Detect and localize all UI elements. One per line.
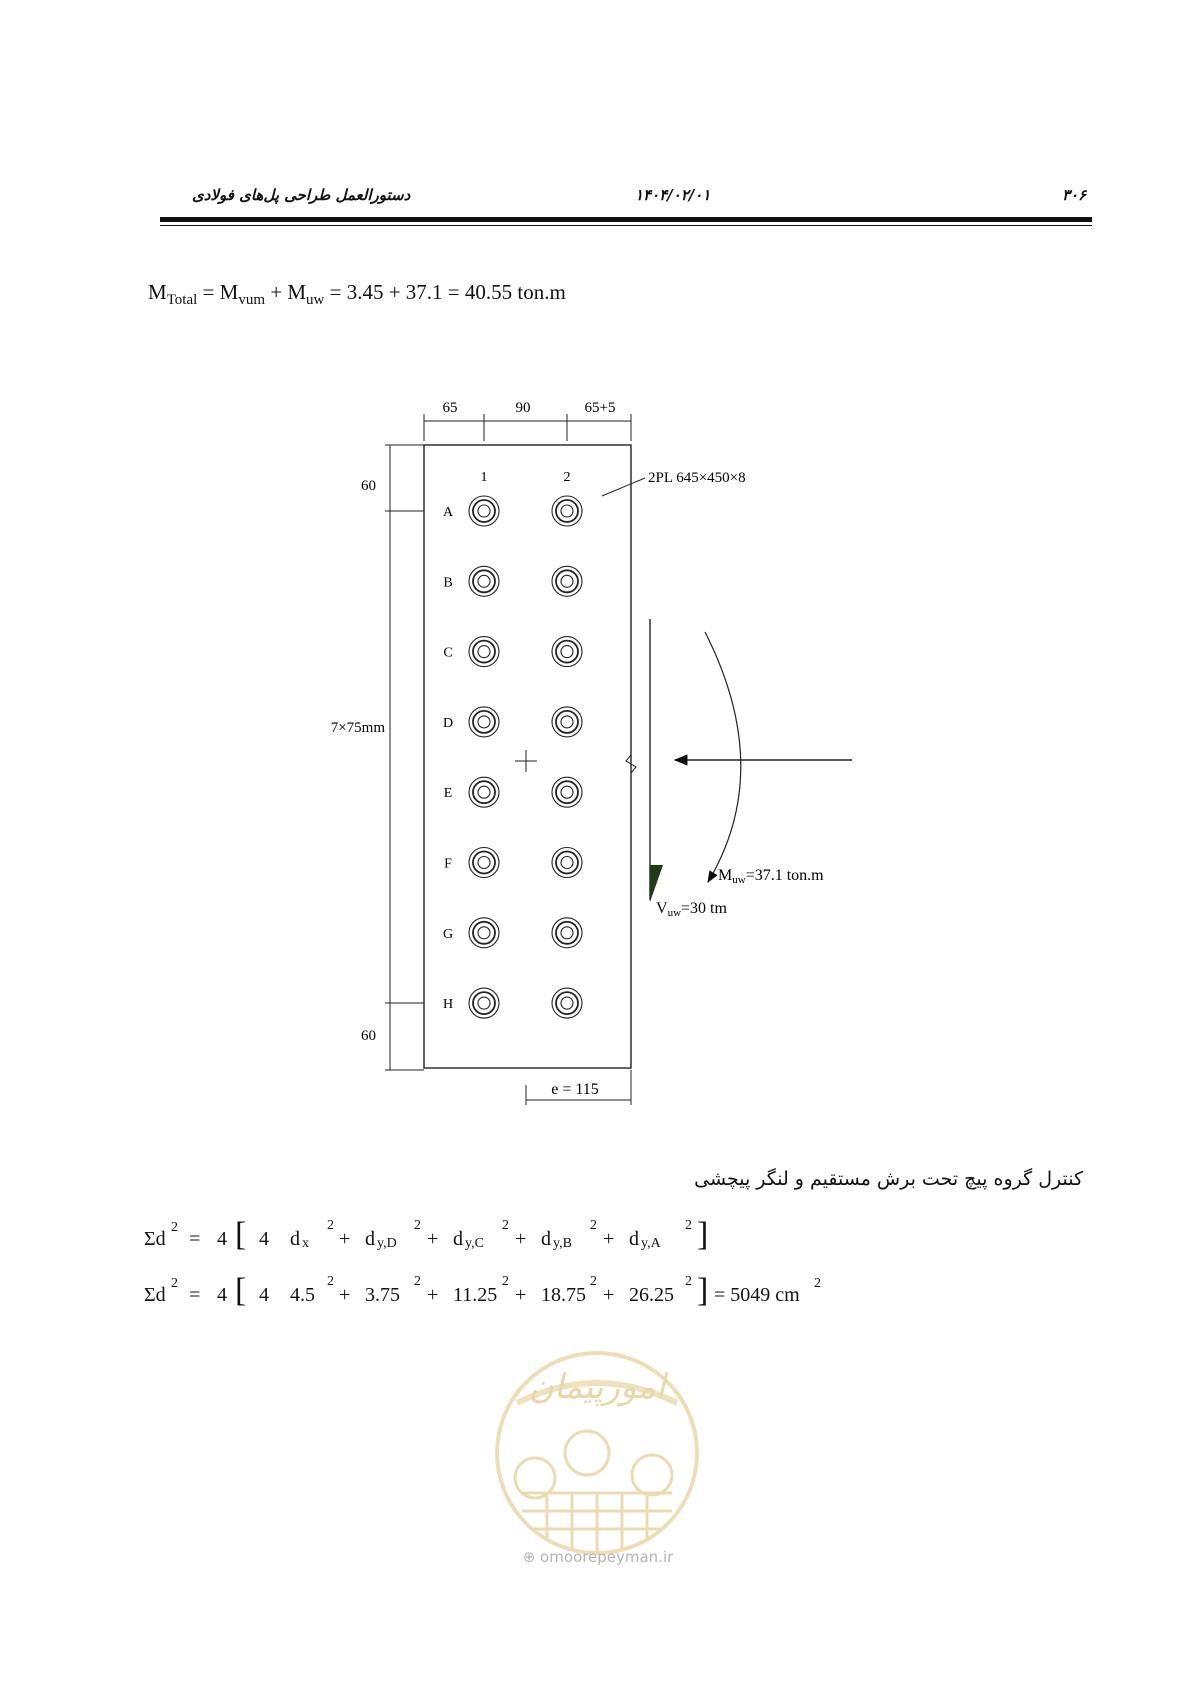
m-uw-sub: uw bbox=[306, 292, 325, 309]
m-total-sub: Total bbox=[166, 292, 198, 309]
row-label-e: E bbox=[443, 786, 453, 802]
value-dyC: 11.25 bbox=[453, 1284, 498, 1306]
sum-factor: 4 bbox=[217, 1284, 227, 1306]
term-exp: 2 bbox=[590, 1274, 597, 1289]
term-dyA: d bbox=[629, 1228, 639, 1250]
term-sub: y,C bbox=[465, 1236, 484, 1251]
bracket-open: [ bbox=[235, 1272, 247, 1309]
plus: + bbox=[339, 1284, 351, 1306]
sum-exp: 2 bbox=[171, 1220, 178, 1235]
plus: + bbox=[603, 1228, 615, 1250]
bolt-e1 bbox=[469, 777, 499, 807]
plus: + bbox=[339, 1228, 351, 1250]
term-exp: 2 bbox=[590, 1218, 597, 1233]
bolt-f2 bbox=[552, 848, 582, 878]
splice-plate bbox=[424, 445, 631, 1068]
moment-total-equation: $M_{Total} = M_{vum} + M_{uw} = 3.45 + 37.1 = 40.55$ ton.m bbox=[148, 280, 566, 309]
watermark-url-text: omoorepeyman.ir bbox=[540, 1548, 674, 1566]
section-title: کنترل گروه پیچ تحت برش مستقیم و لنگر پیچشی bbox=[694, 1168, 1083, 1190]
bolt-b2 bbox=[552, 566, 582, 596]
bolt-h1 bbox=[469, 988, 499, 1018]
term-exp: 2 bbox=[414, 1274, 421, 1289]
bolt-e2 bbox=[552, 777, 582, 807]
bolt-b1 bbox=[469, 566, 499, 596]
row-label-d: D bbox=[442, 715, 454, 731]
sum-exp: 2 bbox=[171, 1276, 178, 1291]
moment-rhs: = 3.45 + 37.1 = 40.55 ton.m bbox=[329, 280, 566, 304]
sum-eq: = bbox=[189, 1284, 201, 1306]
watermark-logo-text: امورپیمان bbox=[528, 1369, 666, 1406]
term-sub: x bbox=[302, 1236, 309, 1251]
term-exp: 2 bbox=[502, 1218, 509, 1233]
header-date: ۱۴۰۴/۰۲/۰۱ bbox=[635, 186, 711, 204]
term-sub: y,B bbox=[553, 1236, 572, 1251]
plus: + bbox=[515, 1228, 527, 1250]
bolt-h2 bbox=[552, 988, 582, 1018]
inner-factor: 4 bbox=[259, 1284, 269, 1306]
sum-d2-result bbox=[144, 1272, 864, 1324]
term-exp: 2 bbox=[327, 1274, 334, 1289]
bolt-d2 bbox=[552, 707, 582, 737]
book-title: دستورالعمل طراحی پل‌های فولادی bbox=[192, 186, 411, 204]
globe-icon: ⊕ bbox=[522, 1548, 536, 1566]
sum-d2-formula bbox=[144, 1216, 744, 1268]
bolt-f1 bbox=[469, 848, 499, 878]
term-exp: 2 bbox=[414, 1218, 421, 1233]
row-label-f: F bbox=[444, 856, 452, 872]
plate-label: 2PL 645×450×8 bbox=[648, 470, 746, 486]
watermark-logo bbox=[487, 1343, 707, 1563]
bolt-a2 bbox=[552, 496, 582, 526]
m-symbol: M bbox=[287, 280, 307, 304]
term-dx: d bbox=[290, 1228, 300, 1250]
left-dim-middle: 7×75mm bbox=[330, 720, 385, 736]
term-sub: y,D bbox=[377, 1236, 397, 1251]
sum-eq: = bbox=[189, 1228, 201, 1250]
m-vum-sub: vum bbox=[238, 292, 265, 309]
term-dyC: d bbox=[453, 1228, 463, 1250]
watermark-url bbox=[500, 1548, 696, 1566]
bolt-g1 bbox=[469, 918, 499, 948]
row-label-h: H bbox=[442, 997, 454, 1013]
sum-factor: 4 bbox=[217, 1228, 227, 1250]
moment-arc bbox=[705, 632, 741, 882]
row-labels bbox=[443, 505, 454, 1012]
m-symbol: M bbox=[148, 280, 167, 304]
page-number: ۳۰۶ bbox=[1062, 186, 1087, 204]
bolt-c2 bbox=[552, 637, 582, 667]
term-dyD: d bbox=[365, 1228, 375, 1250]
term-sub: y,A bbox=[641, 1236, 661, 1251]
row-label-g: G bbox=[442, 926, 454, 942]
left-dim-top: 60 bbox=[361, 478, 376, 494]
value-dyD: 3.75 bbox=[365, 1284, 400, 1306]
row-label-b: B bbox=[443, 575, 453, 591]
bolt-a1 bbox=[469, 496, 499, 526]
column-label-2: 2 bbox=[563, 470, 571, 485]
top-dim-2: 90 bbox=[515, 400, 531, 416]
term-exp: 2 bbox=[327, 1218, 334, 1233]
plus: + bbox=[603, 1284, 615, 1306]
result-exp: 2 bbox=[814, 1276, 821, 1291]
term-exp: 2 bbox=[685, 1218, 692, 1233]
top-dim-1: 65 bbox=[442, 400, 458, 416]
column-label-1: 1 bbox=[480, 470, 488, 485]
value-dyA: 26.25 bbox=[629, 1284, 674, 1306]
left-dim-bottom: 60 bbox=[361, 1028, 376, 1044]
plus: + bbox=[427, 1284, 439, 1306]
bracket-close: ] bbox=[697, 1272, 709, 1309]
value-dx: 4.5 bbox=[290, 1284, 315, 1306]
moment-label: Muw=37.1 ton.m bbox=[718, 867, 824, 886]
inner-factor: 4 bbox=[259, 1228, 269, 1250]
plus: + bbox=[427, 1228, 439, 1250]
row-label-a: A bbox=[442, 505, 454, 520]
term-exp: 2 bbox=[502, 1274, 509, 1289]
term-exp: 2 bbox=[685, 1274, 692, 1289]
bracket-open: [ bbox=[235, 1216, 247, 1253]
term-dyB: d bbox=[541, 1228, 551, 1250]
row-label-c: C bbox=[443, 645, 453, 661]
sum-result: = 5049 cm bbox=[714, 1284, 800, 1306]
bolt-d1 bbox=[469, 707, 499, 737]
shear-arrow-head bbox=[650, 865, 663, 902]
bracket-close: ] bbox=[697, 1216, 709, 1253]
value-dyB: 18.75 bbox=[541, 1284, 586, 1306]
bolt-c1 bbox=[469, 637, 499, 667]
sum-lhs: Σd bbox=[144, 1228, 166, 1250]
m-symbol: M bbox=[219, 280, 239, 304]
plus: + bbox=[515, 1284, 527, 1306]
sum-lhs: Σd bbox=[144, 1284, 166, 1306]
shear-label: Vuw=30 tm bbox=[656, 900, 727, 919]
bolt-g2 bbox=[552, 918, 582, 948]
eccentricity-label: e = 115 bbox=[551, 1081, 599, 1098]
top-dim-3: 65+5 bbox=[584, 400, 616, 416]
